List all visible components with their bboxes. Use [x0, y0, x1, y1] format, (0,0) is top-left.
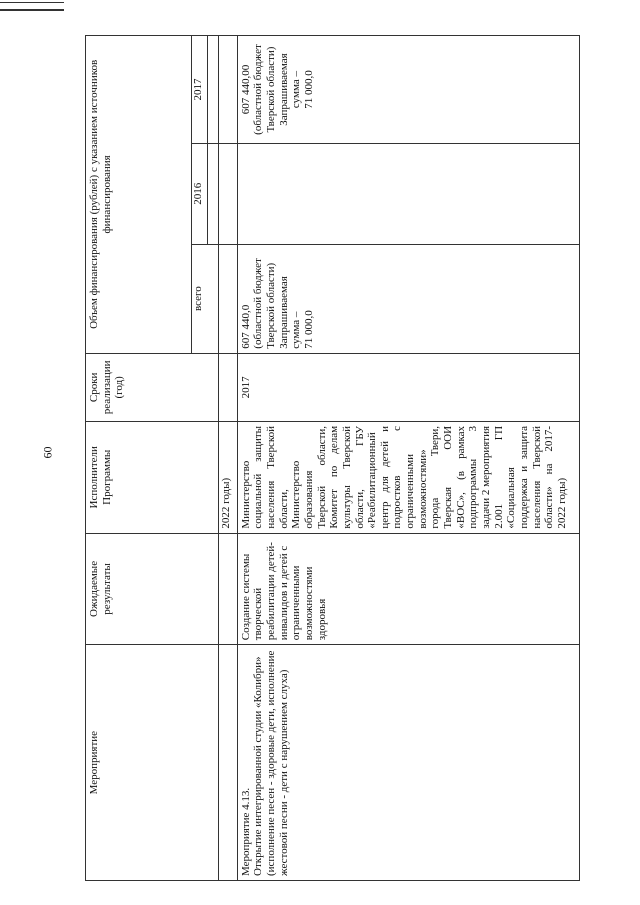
page-number: 60	[40, 446, 55, 459]
header-total: всего	[191, 244, 219, 353]
carry-results	[219, 533, 237, 645]
table-row	[237, 36, 579, 881]
header-year-2016: 2016	[191, 144, 207, 245]
header-term: Сроки реализации (год)	[86, 353, 219, 421]
carry-executors: 2022 годы)	[219, 421, 237, 533]
carry-event	[219, 645, 237, 881]
carry-2016	[219, 144, 237, 245]
header-financing: Объем финансирования (рублей) с указанием источников финансирования	[86, 36, 192, 354]
program-table	[85, 35, 580, 881]
cell-event: Мероприятие 4.13. Открытие интегрированной студии «Колибри» (исполнение песен - здоровые дети, исполнение жестовой песни - дети с нарушением слуха)	[237, 645, 579, 881]
carry-total	[219, 244, 237, 353]
cell-results: Создание системы творческой реабилитации детей-инвалидов и детей с ограниченными возможностями здоровья	[237, 533, 579, 645]
cell-total: 607 440,0 (областной бюджет Тверской области) Запрашиваемая сумма – 71 000,0	[237, 244, 579, 353]
rotated-table-container	[85, 35, 580, 881]
cell-2017: 607 440,00 (областной бюджет Тверской области) Запрашиваемая сумма – 71 000,0	[237, 36, 579, 144]
cell-2016	[237, 144, 579, 245]
header-results: Ожидаемые результаты	[86, 533, 219, 645]
header-blank-2	[208, 36, 219, 144]
header-year-2017: 2017	[191, 36, 207, 144]
cell-executors: Министерство социальной защиты населения Тверской области, Министерство образования Тверской области, Комитет по делам культуры Тверской области, ГБУ «Реабилитационный центр для детей и подростков с ограниченными возможностями» города Твери, Тверская ООИ «ВОС», (в рамках подпрограммы 3 задачи 2 мероприятия 2.001 ГП «Социальная поддержка и защита населения Тверской области» на 2017-2022 годы)	[237, 421, 579, 533]
header-executors: Исполнители Программы	[86, 421, 219, 533]
carryover-row	[219, 36, 237, 881]
header-event: Мероприятие	[86, 645, 219, 881]
header-blank-1	[208, 144, 219, 245]
header-row	[86, 36, 192, 881]
cell-term: 2017	[237, 353, 579, 421]
header-rule	[0, 2, 64, 11]
carry-2017	[219, 36, 237, 144]
carry-term	[219, 353, 237, 421]
